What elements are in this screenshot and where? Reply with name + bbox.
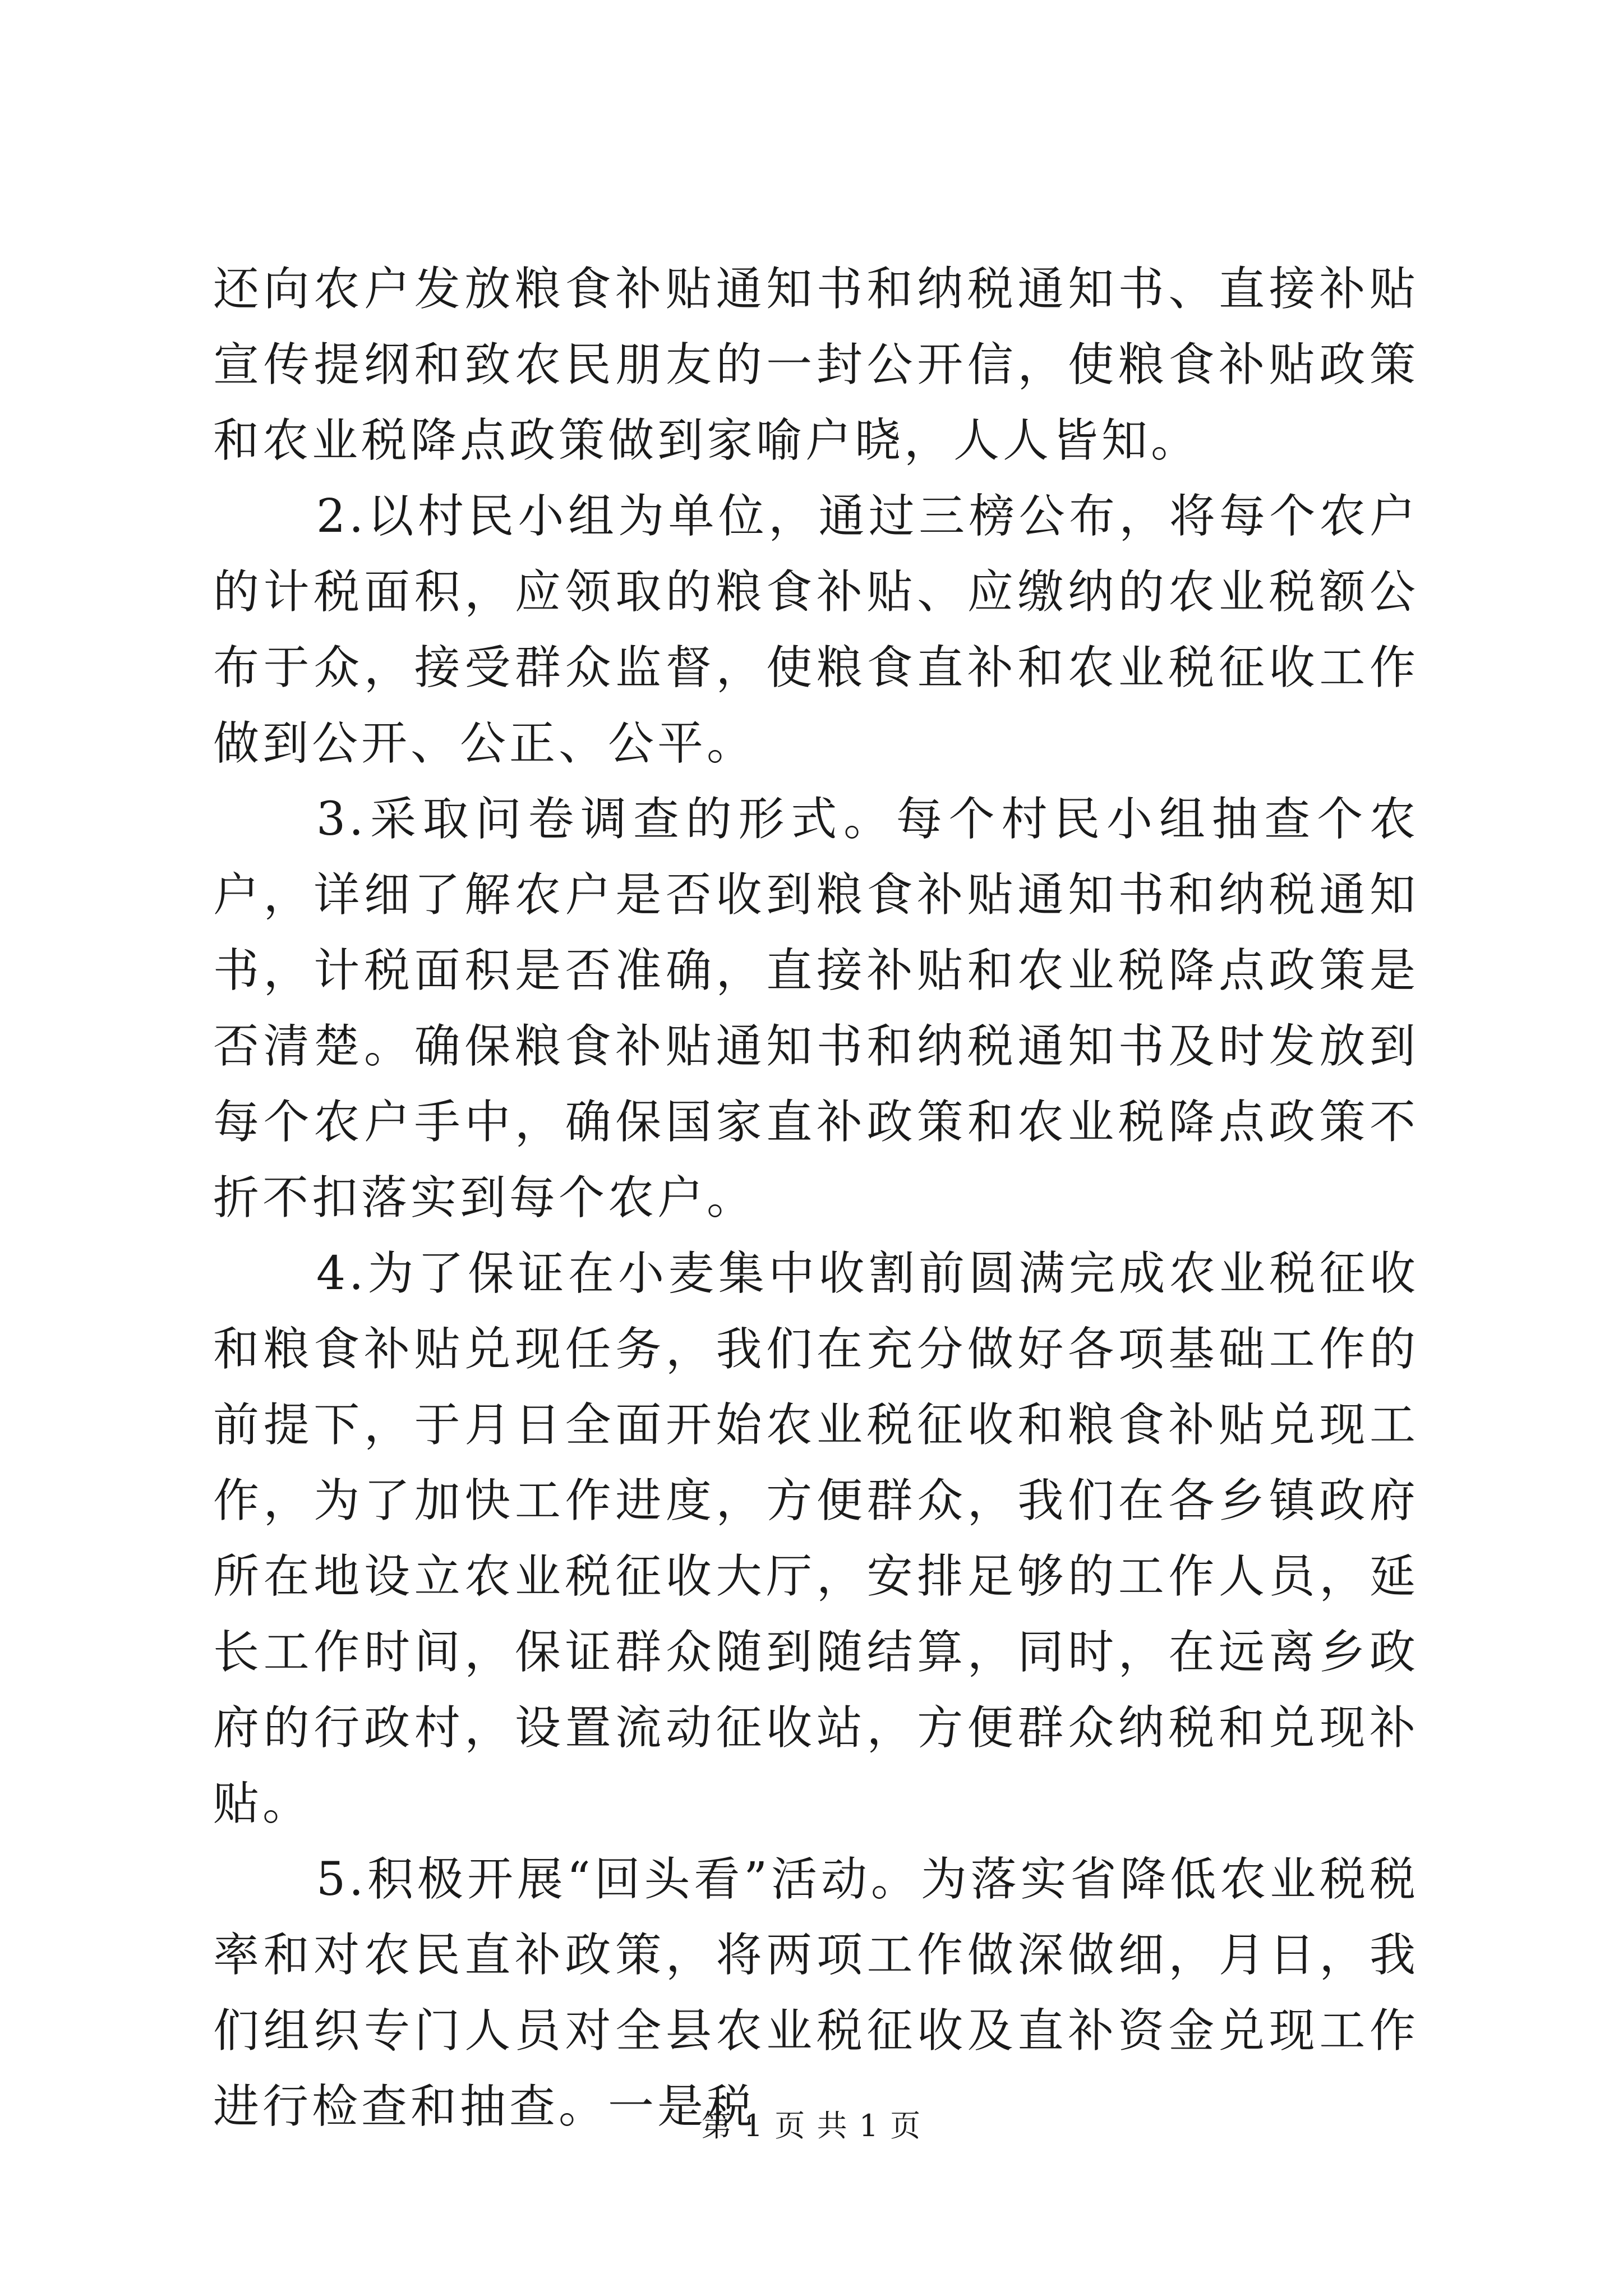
paragraph-item-2: 2.以村民小组为单位，通过三榜公布，将每个农户的计税面积，应领取的粮食补贴、应缴纳的农业税额公布于众，接受群众监督，使粮食直补和农业税征收工作做到公开、公正、公平。 bbox=[213, 490, 1419, 770]
page-footer: 第 1 页 共 1 页 bbox=[701, 2108, 922, 2143]
paragraph-continuation: 还向农户发放粮食补贴通知书和纳税通知书、直接补贴宣传提纲和致农民朋友的一封公开信，使粮食补贴政策和农业税降点政策做到家喻户晓，人人皆知。 bbox=[213, 263, 1419, 467]
document-body bbox=[213, 251, 1419, 2145]
paragraph-item-4: 4.为了保证在小麦集中收割前圆满完成农业税征收和粮食补贴兑现任务，我们在充分做好各项基础工作的前提下，于月日全面开始农业税征收和粮食补贴兑现工作，为了加快工作进度，方便群众，我们在各乡镇政府所在地设立农业税征收大厅，安排足够的工作人员，延长工作时间，保证群众随到随结算，同时，在远离乡政府的行政村，设置流动征收站，方便群众纳税和兑现补贴。 bbox=[213, 1247, 1419, 1830]
paragraph-item-3: 3.采取问卷调查的形式。每个村民小组抽查个农户，详细了解农户是否收到粮食补贴通知书和纳税通知书，计税面积是否准确，直接补贴和农业税降点政策是否清楚。确保粮食补贴通知书和纳税通知书及时发放到每个农户手中，确保国家直补政策和农业税降点政策不折不扣落实到每个农户。 bbox=[213, 793, 1419, 1225]
paragraph-item-5: 5.积极开展“回头看”活动。为落实省降低农业税税率和对农民直补政策，将两项工作做深做细，月日，我们组织专门人员对全县农业税征收及直补资金兑现工作进行检查和抽查。一是税 bbox=[213, 1853, 1419, 2133]
